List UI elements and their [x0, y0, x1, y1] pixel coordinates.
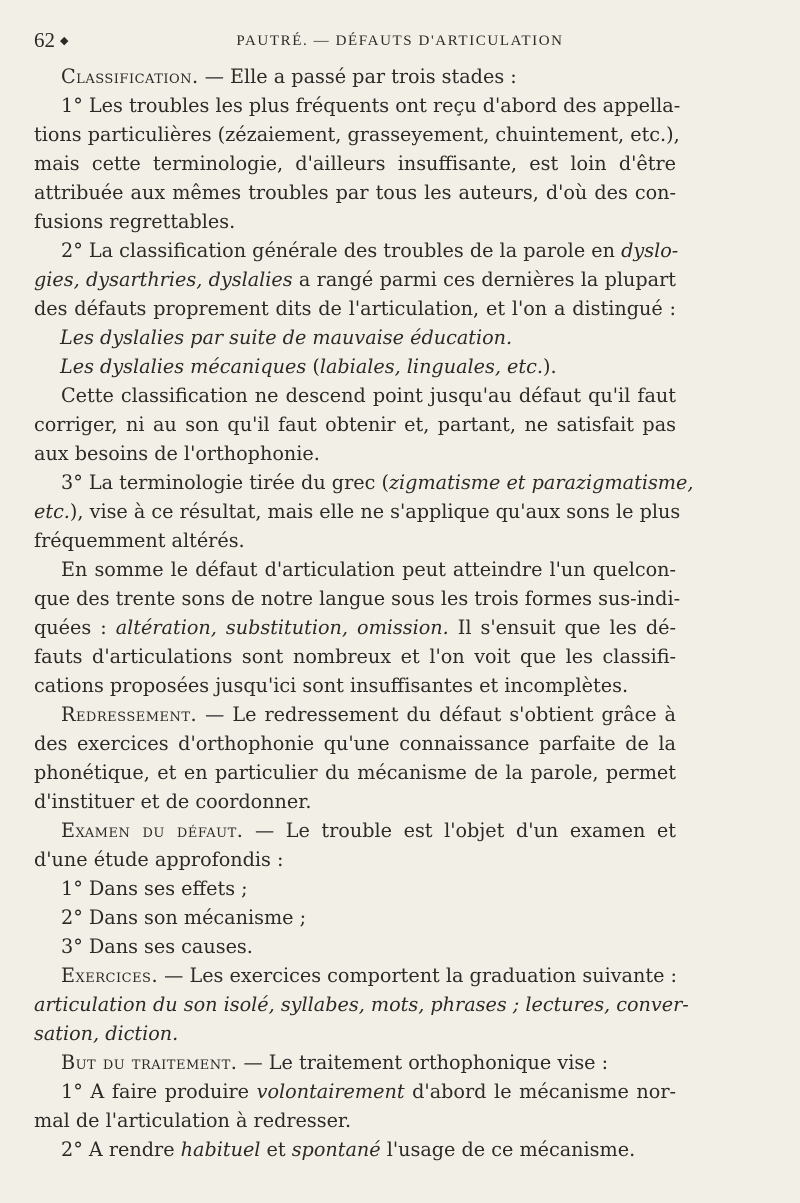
paragraph-line: corriger, ni au son qu'il faut obtenir et, partant, ne satisfait pas: [34, 413, 676, 436]
list-item: 2° Dans son mécanisme ;: [61, 906, 307, 929]
paragraph-line: En somme le défaut d'articulation peut atteindre l'un quelcon-: [61, 558, 676, 581]
page-number: 62: [34, 28, 55, 52]
paragraph-line: d'une étude approfondis :: [34, 848, 284, 871]
paragraph-line: gies, dysarthries, dyslalies a rangé parmi ces dernières la plupart: [34, 268, 676, 291]
paragraph-line: fréquemment altérés.: [34, 529, 245, 552]
paragraph-line: sation, diction.: [34, 1022, 179, 1045]
paragraph-line: fusions regrettables.: [34, 210, 236, 233]
paragraph-line: attribuée aux mêmes troubles par tous les auteurs, d'où des con-: [34, 181, 676, 204]
paragraph-line: aux besoins de l'orthophonie.: [34, 442, 320, 465]
section-label-exercices: Exercices.: [61, 964, 159, 987]
paragraph-line: fauts d'articulations sont nombreux et l'on voit que les classifi-: [34, 645, 676, 668]
paragraph-line: phonétique, et en particulier du mécanisme de la parole, permet: [34, 761, 676, 784]
paragraph-line: des exercices d'orthophonie qu'une connaissance parfaite de la: [34, 732, 676, 755]
paragraph-line: 1° Les troubles les plus fréquents ont reçu d'abord des appella-: [61, 94, 681, 117]
ornament-icon: ◆: [60, 35, 69, 47]
paragraph-line: mais cette terminologie, d'ailleurs insuffisante, est loin d'être: [34, 152, 676, 175]
list-item: Les dyslalies par suite de mauvaise éducation.: [60, 326, 513, 349]
list-item: Les dyslalies mécaniques (labiales, linguales, etc.).: [60, 355, 557, 378]
paragraph-line: 3° La terminologie tirée du grec (zigmatisme et parazigmatisme,: [61, 471, 694, 494]
section-label-redressement: Redressement.: [61, 703, 198, 726]
list-item: 1° Dans ses effets ;: [61, 877, 248, 900]
but-heading: But du traitement. — Le traitement orthophonique vise :: [61, 1051, 609, 1074]
paragraph-line: mal de l'articulation à redresser.: [34, 1109, 352, 1132]
paragraph-line: Cette classification ne descend point jusqu'au défaut qu'il faut: [61, 384, 676, 407]
section-label-classification: Classification.: [61, 65, 199, 88]
list-item: 3° Dans ses causes.: [61, 935, 253, 958]
paragraph-line: articulation du son isolé, syllabes, mots, phrases ; lectures, conver-: [34, 993, 689, 1016]
examen-heading: Examen du défaut. — Le trouble est l'objet d'un examen et: [61, 819, 676, 842]
running-title: PAUTRÉ. — DÉFAUTS D'ARTICULATION: [236, 33, 564, 49]
page-body: [34, 62, 694, 1164]
exercices-heading: Exercices. — Les exercices comportent la graduation suivante :: [61, 964, 677, 987]
paragraph-line: etc.), vise à ce résultat, mais elle ne s'applique qu'aux sons le plus: [34, 500, 681, 523]
paragraph-line: tions particulières (zézaiement, grasseyement, chuintement, etc.),: [34, 123, 680, 146]
paragraph-line: d'instituer et de coordonner.: [34, 790, 312, 813]
list-item: 2° A rendre habituel et spontané l'usage de ce mécanisme.: [61, 1138, 636, 1161]
redressement-heading: Redressement. — Le redressement du défaut s'obtient grâce à: [61, 703, 676, 726]
section-label-but: But du traitement.: [61, 1051, 238, 1074]
paragraph-line: 2° La classification générale des troubles de la parole en dyslo-: [61, 239, 679, 262]
paragraph-line: cations proposées jusqu'ici sont insuffisantes et incomplètes.: [34, 674, 629, 697]
classification-heading: Classification. — Elle a passé par trois stades :: [61, 65, 517, 88]
section-label-examen: Examen du défaut.: [61, 819, 244, 842]
paragraph-line: quées : altération, substitution, omission. Il s'ensuit que les dé-: [34, 616, 676, 639]
paragraph-line: des défauts proprement dits de l'articulation, et l'on a distingué :: [34, 297, 676, 320]
paragraph-line: que des trente sons de notre langue sous les trois formes sus-indi-: [34, 587, 681, 610]
list-item: 1° A faire produire volontairement d'abord le mécanisme nor-: [61, 1080, 676, 1103]
page-header: [0, 26, 800, 56]
